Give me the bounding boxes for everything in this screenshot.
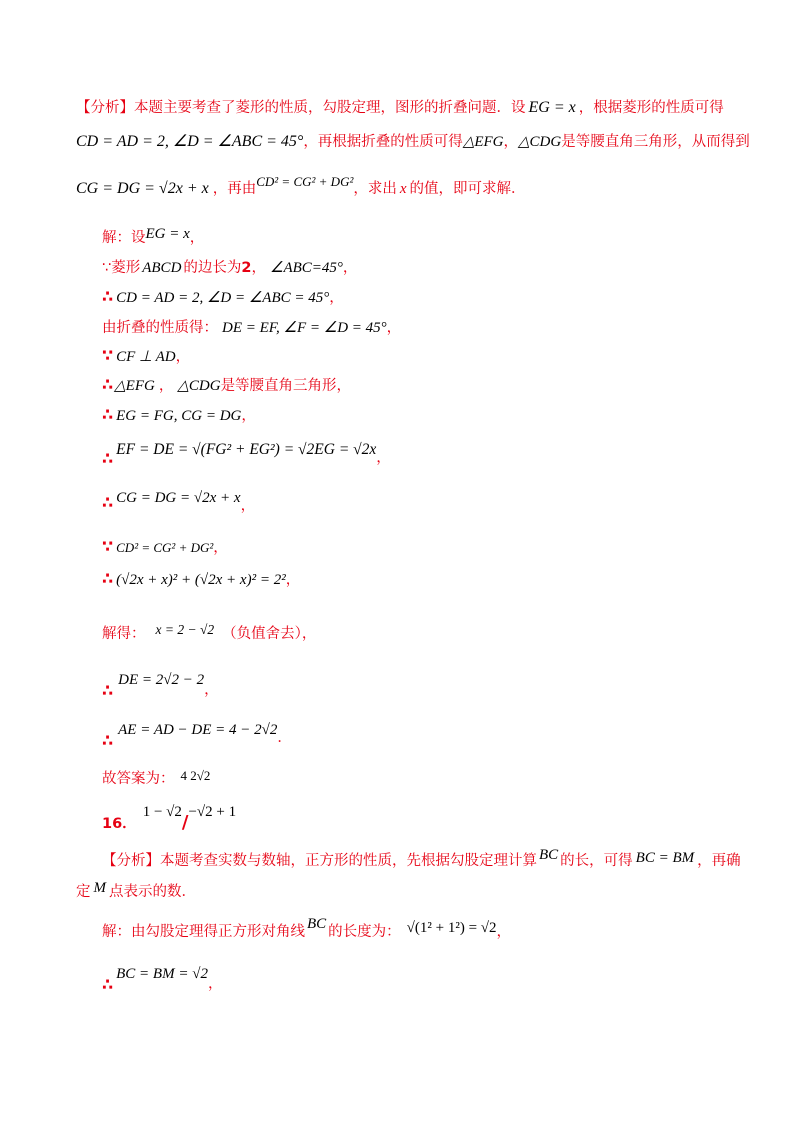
solution1-line6: ∴ △EFG ， △CDG是等腰直角三角形， — [102, 375, 352, 394]
because-symbol: ∵ — [102, 346, 113, 365]
math-expr: BC — [539, 847, 559, 863]
solution2-line2: ∴BC = BM = √2， — [102, 966, 223, 994]
solution1-line2: ∵菱形 ABCD 的边长为2， ∠ABC=45°， — [102, 260, 358, 276]
math-expr: △CDG — [518, 134, 562, 150]
therefore-symbol: ∴ — [102, 569, 113, 588]
analysis1-line3: CG = DG = √2x + x ，再由CD² = CG² + DG²，求出 x 的值，即可求解． — [76, 174, 526, 197]
analysis1-line2: CD = AD = 2, ∠D = ∠ABC = 45°，再根据折叠的性质可得△EFG，△CDG是等腰直角三角形，从而得到 — [76, 133, 750, 150]
math-expr: AE = AD − DE = 4 − 2√2 — [118, 722, 278, 738]
analysis-tag: 【分析】 — [76, 100, 134, 116]
therefore-symbol: ∴ — [102, 449, 113, 468]
math-expr: BC — [307, 916, 327, 932]
math-expr: △CDG — [177, 378, 221, 394]
math-expr: −√2 + 1 — [188, 804, 237, 820]
math-expr: CD² = CG² + DG² — [116, 540, 214, 555]
answer-line: 故答案为： 4 2√2 — [102, 768, 211, 787]
question-16: 16．1 − √2/−√2 + 1 — [102, 804, 237, 833]
solution1-line10: ∵ CD² = CG² + DG²， — [102, 537, 228, 556]
solution1-line1: 解：设EG = x， — [102, 226, 205, 246]
solution1-line12: 解得： x = 2 − √2 （负值舍去）， — [102, 622, 317, 642]
therefore-symbol: ∴ — [102, 375, 113, 394]
math-expr: 1 − √2 — [142, 804, 182, 820]
math-expr: EG = x — [528, 99, 576, 116]
solution1-line8: ∴ EF = DE = √(FG² + EG²) = √2EG = √2x， — [102, 441, 391, 468]
therefore-symbol: ∴ — [102, 731, 113, 750]
math-expr: CD = AD = 2, ∠D = ∠ABC = 45° — [76, 133, 304, 150]
math-expr: x = 2 − √2 — [155, 622, 215, 637]
analysis1-line1: 【分析】本题主要考查了菱形的性质，勾股定理，图形的折叠问题．设 EG = x ，根据菱形的性质可得 — [76, 99, 724, 116]
solution1-line4: 由折叠的性质得： DE = EF, ∠F = ∠D = 45°， — [102, 320, 402, 336]
because-symbol: ∵ — [102, 537, 113, 556]
therefore-symbol: ∴ — [102, 287, 113, 306]
math-expr: 4 2√2 — [180, 768, 211, 783]
analysis-tag: 【分析】 — [102, 853, 160, 869]
math-expr: ABCD — [142, 260, 182, 276]
math-expr: (√2x + x)² + (√2x + x)² = 2² — [116, 572, 286, 588]
math-expr: △EFG — [114, 378, 155, 394]
math-expr: CG = DG = √2x + x — [76, 180, 209, 197]
analysis2-line1: 【分析】本题考查实数与数轴，正方形的性质，先根据勾股定理计算 BC 的长，可得 BC = BM ，再确 — [102, 847, 741, 869]
solution1-line5: ∵ CF ⊥ AD， — [102, 346, 191, 365]
math-expr: EF = DE = √(FG² + EG²) = √2EG = √2x — [116, 441, 377, 458]
math-expr: EG = FG, CG = DG — [116, 408, 242, 424]
math-expr: CD² = CG² + DG² — [256, 174, 354, 189]
math-expr: △EFG — [462, 134, 504, 150]
math-expr: ∠ABC=45° — [270, 260, 343, 276]
math-expr: DE = 2√2 − 2 — [118, 672, 205, 688]
math-expr: √(1² + 1²) = √2 — [406, 920, 497, 936]
analysis2-line2: 定 M 点表示的数． — [76, 880, 196, 900]
math-expr: EG = x — [145, 226, 190, 242]
math-expr: M — [93, 880, 106, 896]
therefore-symbol: ∴ — [102, 975, 113, 994]
solution1-line9: ∴ CG = DG = √2x + x， — [102, 490, 256, 514]
question-number: 16． — [102, 816, 137, 832]
solution1-line7: ∴ EG = FG, CG = DG， — [102, 405, 256, 424]
solution1-line13: ∴DE = 2√2 − 2， — [102, 672, 219, 700]
therefore-symbol: ∴ — [102, 405, 113, 424]
math-expr: CD = AD = 2, ∠D = ∠ABC = 45° — [116, 290, 330, 306]
therefore-symbol: ∴ — [102, 681, 113, 700]
solution1-line3: ∴ CD = AD = 2, ∠D = ∠ABC = 45°， — [102, 287, 344, 306]
math-expr: CF ⊥ AD — [116, 349, 176, 365]
solution1-line11: ∴ (√2x + x)² + (√2x + x)² = 2²， — [102, 569, 301, 588]
solution1-line14: ∴AE = AD − DE = 4 − 2√2． — [102, 722, 292, 750]
therefore-symbol: ∴ — [102, 493, 113, 512]
math-expr: BC = BM — [635, 850, 695, 866]
math-expr: CG = DG = √2x + x — [116, 490, 241, 506]
math-expr: DE = EF, ∠F = ∠D = 45° — [222, 320, 387, 336]
math-expr: BC = BM = √2 — [116, 966, 208, 982]
solution2-line1: 解：由勾股定理得正方形对角线 BC 的长度为： √(1² + 1²) = √2， — [102, 916, 512, 940]
